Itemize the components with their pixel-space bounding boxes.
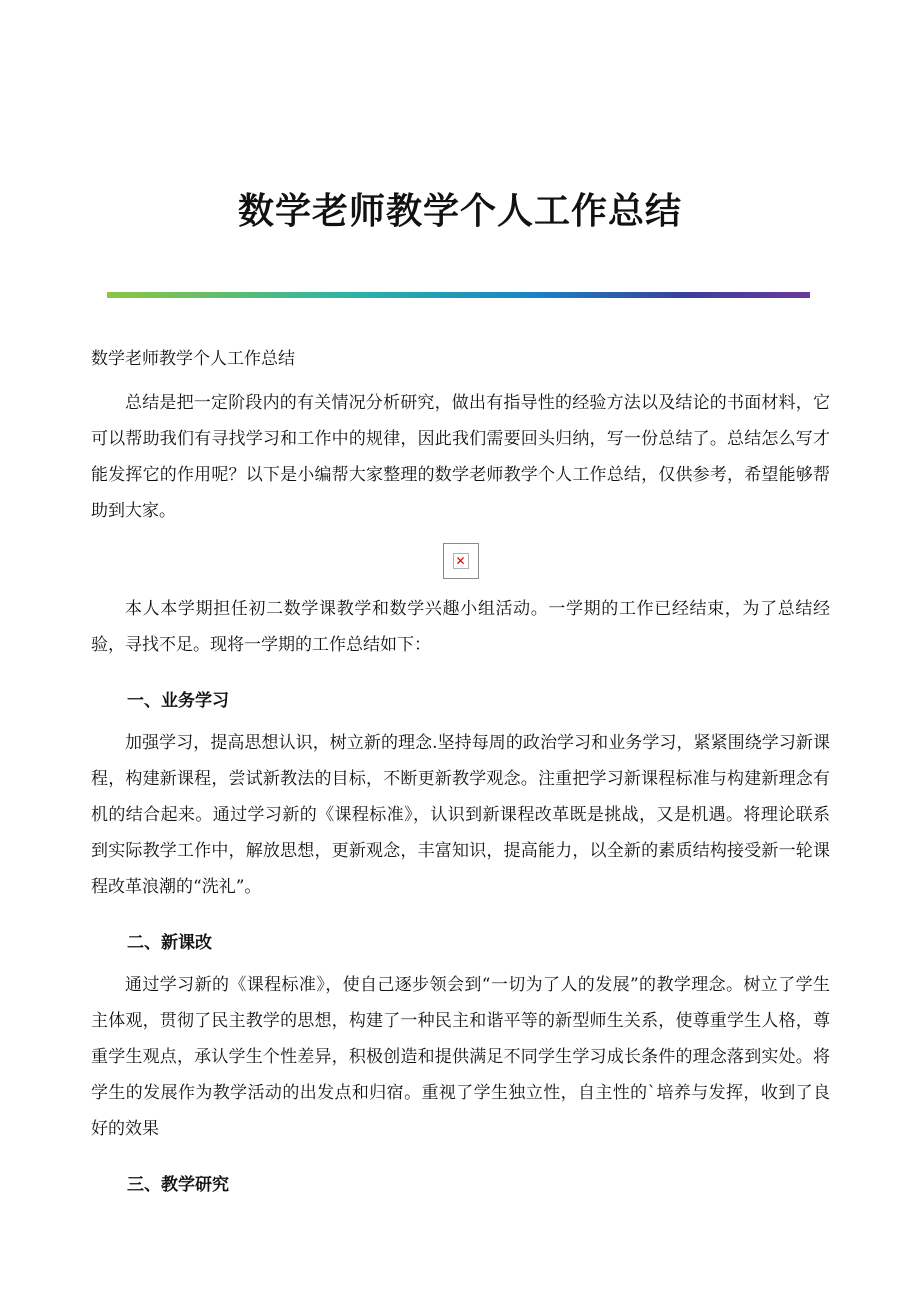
document-body [91,345,830,1209]
section-heading-2: 二、新课改 [127,933,212,953]
document-title: 数学老师教学个人工作总结 [237,190,682,232]
section-body-2: 通过学习新的《课程标准》，使自己逐步领会到“一切为了人的发展”的教学理念。树立了学生主体观，贯彻了民主教学的思想，构建了一种民主和谐平等的新型师生关系，使尊重学生人格，尊重学生观点，承认学生个性差异，积极创造和提供满足不同学生学习成长条件的理念落到实处。将学生的发展作为教学活动的出发点和归宿。重视了学生独立性，自主性的`培养与发挥，收到了良好的效果 [91,975,830,1139]
section-body-1: 加强学习，提高思想认识，树立新的理念.坚持每周的政治学习和业务学习，紧紧围绕学习新课程，构建新课程，尝试新教法的目标，不断更新教学观念。注重把学习新课程标准与构建新理念有机的结合起来。通过学习新的《课程标准》，认识到新课程改革既是挑战，又是机遇。将理论联系到实际教学工作中，解放思想，更新观念，丰富知识，提高能力，以全新的素质结构接受新一轮课程改革浪潮的“洗礼”。 [91,733,830,897]
section-heading-3: 三、教学研究 [127,1175,229,1195]
image-placeholder [91,543,830,579]
broken-image-icon [443,543,479,579]
section-heading-1: 一、业务学习 [127,691,229,711]
broken-image-glyph: ✕ [453,553,469,569]
intro-paragraph: 总结是把一定阶段内的有关情况分析研究，做出有指导性的经验方法以及结论的书面材料，它可以帮助我们有寻找学习和工作中的规律，因此我们需要回头归纳，写一份总结了。总结怎么写才能发挥它的作用呢？以下是小编帮大家整理的数学老师教学个人工作总结，仅供参考，希望能够帮助到大家。 [91,393,830,521]
title-divider [107,292,810,298]
document-subtitle: 数学老师教学个人工作总结 [91,349,295,369]
opening-paragraph: 本人本学期担任初二数学课教学和数学兴趣小组活动。一学期的工作已经结束，为了总结经验，寻找不足。现将一学期的工作总结如下： [91,599,830,655]
